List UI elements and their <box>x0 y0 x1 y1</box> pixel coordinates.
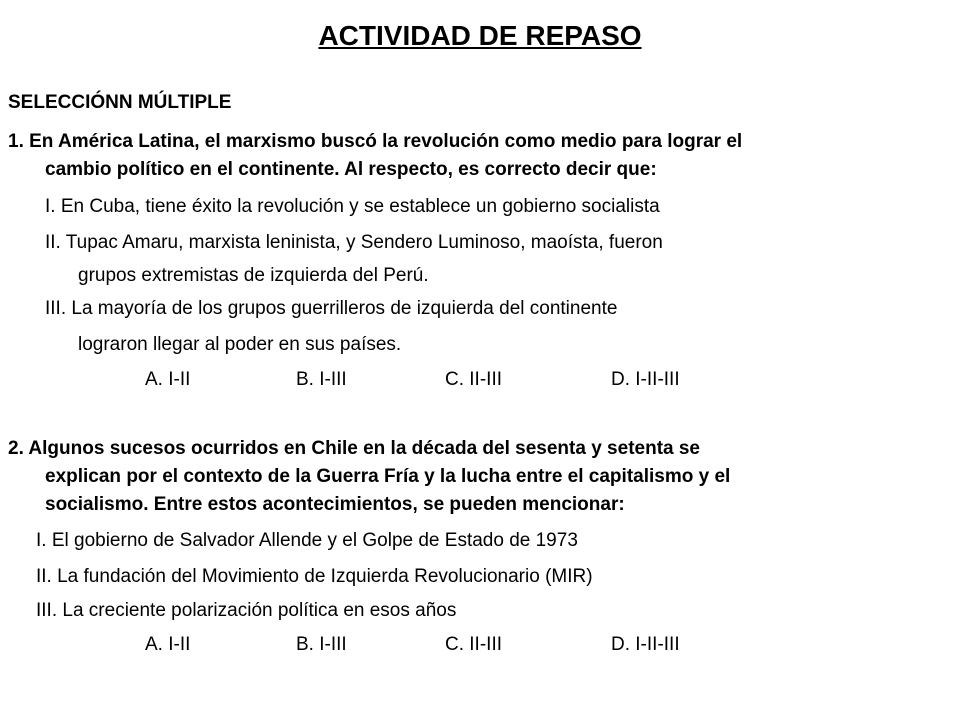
question-2-option-ii: II. La fundación del Movimiento de Izquierda Revolucionario (MIR) <box>36 566 593 587</box>
question-1-line-1: 1. En América Latina, el marxismo buscó la revolución como medio para lograr el <box>8 131 743 152</box>
question-1-answer-b[interactable]: B. I-III <box>296 369 347 390</box>
question-1-line-2: cambio político en el continente. Al respecto, es correcto decir que: <box>45 159 657 180</box>
question-1-answer-c[interactable]: C. II-III <box>445 369 502 390</box>
question-2-answer-c[interactable]: C. II-III <box>445 634 502 655</box>
question-2-option-iii: III. La creciente polarización política en esos años <box>36 600 457 621</box>
question-2-answer-a[interactable]: A. I-II <box>145 634 191 655</box>
question-2-option-i: I. El gobierno de Salvador Allende y el Golpe de Estado de 1973 <box>36 530 578 551</box>
question-2-line-1: 2. Algunos sucesos ocurridos en Chile en la década del sesenta y setenta se <box>8 438 700 459</box>
question-1-answer-a[interactable]: A. I-II <box>145 369 191 390</box>
question-1-answer-d[interactable]: D. I-II-III <box>611 369 680 390</box>
question-1-option-iii-cont: lograron llegar al poder en sus países. <box>78 334 402 355</box>
question-1-option-iii: III. La mayoría de los grupos guerrilleros de izquierda del continente <box>45 298 618 319</box>
question-2-line-2: explican por el contexto de la Guerra Fría y la lucha entre el capitalismo y el <box>45 466 731 487</box>
question-2-answer-d[interactable]: D. I-II-III <box>611 634 680 655</box>
page-title: ACTIVIDAD DE REPASO <box>318 20 642 51</box>
question-2-line-3: socialismo. Entre estos acontecimientos, se pueden mencionar: <box>45 494 625 515</box>
section-heading: SELECCIÓNN MÚLTIPLE <box>8 92 232 113</box>
question-1-option-ii: II. Tupac Amaru, marxista leninista, y Sendero Luminoso, maoísta, fueron <box>45 232 663 253</box>
question-2-answer-b[interactable]: B. I-III <box>296 634 347 655</box>
question-1-option-i: I. En Cuba, tiene éxito la revolución y se establece un gobierno socialista <box>45 196 660 217</box>
question-1-option-ii-cont: grupos extremistas de izquierda del Perú. <box>78 265 429 286</box>
